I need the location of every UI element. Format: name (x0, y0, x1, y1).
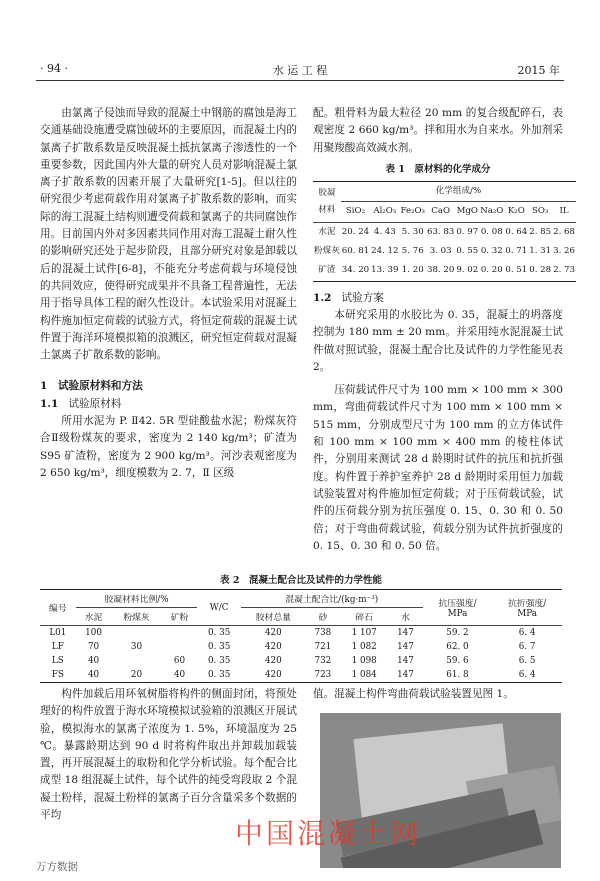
table-2-row (40, 640, 562, 654)
table-1-cell: 4. 43 (373, 226, 396, 237)
table-2-cell: 70 (87, 642, 100, 652)
table-1-cell: 3. 26 (553, 246, 575, 257)
table-1-cell: 0. 32 (480, 246, 503, 257)
table-2-cell: 420 (241, 668, 306, 683)
table-2-cell: 420 (264, 656, 282, 666)
table-2-header-compressive: 抗压强度/ MPa (423, 590, 493, 626)
table-1-cell: 24. 12 (371, 246, 399, 257)
table-1-cell: 5. 76 (401, 246, 424, 257)
table-2-cell: 100 (85, 628, 102, 638)
table-1-cell: 0. 20 (479, 261, 504, 281)
section-1-1-title: 试验原材料 (68, 397, 122, 410)
table-2-header-wc: W/C (197, 590, 241, 626)
table-1-cell: 水泥 (318, 226, 336, 237)
table-1-cell: 0. 55 (456, 246, 479, 257)
table-1-cell: 20. 24 (341, 226, 370, 237)
table-1-col-header: CaO (426, 202, 455, 222)
table-1-cell: 9. 02 (455, 261, 479, 281)
table-2-cell: 1 084 (340, 668, 388, 683)
table-2-cell: 1 082 (351, 642, 377, 652)
table-1-cell: 0. 08 (480, 226, 503, 237)
left-column-top (40, 105, 297, 482)
watermark-text: 中国混凝土网 (235, 817, 422, 850)
table-2-cell: LS (51, 656, 64, 666)
table-1-col-header: MgO (455, 202, 479, 222)
table-1-cell: 1. 20 (399, 261, 426, 281)
table-1-col-header: Na₂O (479, 202, 504, 222)
table-2-cell (111, 654, 161, 668)
table-2-cell: LF (51, 642, 64, 652)
table-2-cell: 147 (388, 668, 422, 683)
table-1-col-header: K₂O (504, 202, 528, 222)
table-2-cell (111, 626, 161, 641)
section-1-2-heading (313, 290, 563, 307)
table-1-row (313, 261, 576, 281)
table-1-cell: 63. 83 (427, 226, 455, 237)
table-2-col-header: 矿粉 (162, 608, 198, 626)
source-footer: 万方数据 (36, 861, 78, 873)
table-1-cell: 矿渣 (313, 261, 341, 281)
table-2-cell: 721 (314, 642, 332, 652)
table-2-cell: 420 (264, 642, 282, 652)
table-1-cell: 3. 03 (429, 246, 452, 257)
header-rule (36, 80, 564, 81)
table-2-block (40, 568, 562, 683)
table-2-cell: L01 (49, 628, 67, 638)
table-1-cell: 1. 31 (529, 246, 552, 257)
table-1-col-header: Al₂O₃ (370, 202, 399, 222)
page-number: · 94 · (40, 62, 68, 75)
table-2-cell: 0. 35 (207, 628, 231, 638)
table-1-col-header: Fe₂O₃ (399, 202, 426, 222)
table-1-cell: 0. 97 (456, 226, 479, 237)
table-1-cell: 38. 20 (426, 261, 455, 281)
table-2-header-flexural: 抗折强度/ MPa (492, 590, 562, 626)
table-2-cell: FS (40, 668, 76, 683)
section-1-heading: 1 试验原材料和方法 (40, 380, 143, 393)
table-2-cell: 6. 7 (518, 642, 536, 652)
table-2-header-id: 编号 (40, 590, 76, 626)
table-2-cell: 59. 2 (446, 628, 469, 638)
table-1-cell: 0. 51 (504, 261, 528, 281)
table-2-cell: 147 (397, 656, 414, 666)
table-2-cell: 420 (264, 628, 282, 638)
table-2-cell: 6. 4 (492, 668, 562, 683)
section-1-2-number: 1.2 (313, 291, 332, 304)
table-1 (313, 181, 576, 281)
table-2-col-header: 砂 (306, 608, 340, 626)
table-2-row (40, 668, 562, 683)
procedure-continued: 值。混凝土构件弯曲荷载试验装置见图 1。 (313, 688, 514, 700)
table-2-col-header: 水泥 (76, 608, 112, 626)
table-2-cell: 738 (314, 628, 332, 638)
table-2-cell: 0. 35 (207, 656, 231, 666)
right-column-top (313, 105, 575, 555)
table-2-cell: 60 (173, 656, 186, 666)
procedure-paragraph: 构件加载后用环氧树脂将构件的侧面封闭，将预处理好的构件放置于海水环境模拟试验箱的浪溅区开展试验，模拟海水的氯离子浓度为 1. 5%，环境温度为 25 ℃。暴露龄期达到 90 d 时将构件取出并卸载加载装置，再开展混凝土的取粉和化学分析试验。每个配合比成型 18 组混凝土试件，每个试件的纯受弯段取 2 个混凝土粉样，混凝土粉样的氯离子百分含量采多个数据的平均 (40, 688, 297, 822)
table-2-row (40, 654, 562, 668)
table-2-cell: 6. 4 (518, 628, 536, 638)
table-2-cell: 40 (87, 656, 100, 666)
table-1-cell: 0. 28 (528, 261, 552, 281)
table-2-cell: 0. 35 (207, 642, 231, 652)
materials-continued: 配。粗骨料为最大粒径 20 mm 的复合级配碎石，表观密度 2 660 kg/m³。拌和用水为自来水。外加剂采用聚羧酸高效减水剂。 (313, 107, 563, 154)
journal-name: 水 运 工 程 (272, 64, 328, 77)
table-1-col-header: SO₃ (528, 202, 552, 222)
table-2-cell: 147 (397, 628, 414, 638)
journal-year: 2015 年 (517, 64, 560, 77)
scheme-paragraph-1: 本研究采用的水胶比为 0. 35，混凝土的坍落度控制为 180 mm ± 20 mm。并采用纯水泥混凝土试件做对照试验，混凝土配合比及试件的力学性能见表 2。 (313, 308, 563, 373)
table-2-cell: 6. 5 (518, 656, 536, 666)
table-2-cell: 732 (314, 656, 332, 666)
table-2-cell: 20 (111, 668, 161, 683)
table-2-cell: 1 107 (351, 628, 377, 638)
table-1-cell: 2. 68 (553, 226, 575, 237)
table-2-col-header: 碎石 (340, 608, 388, 626)
table-1-col-header: IL (552, 202, 576, 222)
table-2-cell: 0. 35 (197, 668, 241, 683)
table-1-cell: 2. 73 (552, 261, 576, 281)
table-1-cell: 0. 64 (505, 226, 528, 237)
table-1-col-header: SiO₂ (341, 202, 370, 222)
table-2-caption: 表 2 混凝土配合比及试件的力学性能 (220, 575, 382, 586)
table-1-cell: 0. 71 (505, 246, 528, 257)
table-2-row (40, 626, 562, 641)
table-2-header-binder: 胶凝材料比例/% (76, 590, 198, 608)
section-1-2-title: 试验方案 (341, 291, 384, 304)
table-1-cell: 34. 20 (341, 261, 370, 281)
table-1-cell: 粉煤灰 (314, 246, 340, 257)
table-2-cell: 1 098 (351, 656, 377, 666)
intro-paragraph: 由氯离子侵蚀而导致的混凝土中钢筋的腐蚀是海工交通基础设施遭受腐蚀破坏的主要原因，而混凝土内的氯离子扩散系数是反映混凝土抵抗氯离子渗透性的一个重要参数，因此国内外大量的研究人员对影响混凝土氯离子扩散系数的因素开展了大量研究[1-5]。但以往的研究很少考虑荷载作用对氯离子扩散系数的影响，而实际的海工混凝土结构则遭受荷载和氯离子的共同腐蚀作用。目前国内外对多因素共同作用对海工混凝土耐久性的影响研究还处于起步阶段，且部分研究对象是卸载以后的混凝土试件[6-8]，不能充分考虑荷载与环境侵蚀的共同效应，使得研究成果并不具备工程普遍性，无法用于指导具体工程的耐久性设计。本试验采用对混凝土构件施加恒定荷载的试验方式，将恒定荷载的混凝土试件置于海洋环境模拟箱的浪溅区，研究恒定荷载对混凝土氯离子扩散系数的影响。 (40, 107, 297, 362)
table-2-cell: 62. 0 (446, 642, 469, 652)
table-2-cell: 147 (397, 642, 414, 652)
table-2-cell (162, 640, 198, 654)
scheme-paragraph-2: 压荷载试件尺寸为 100 mm × 100 mm × 300 mm，弯曲荷载试件尺寸为 100 mm × 100 mm × 515 mm，分别成型尺寸为 100 mm 的立方体试件和 100 mm × 100 mm × 400 mm 的棱柱体试件，分别用来测试 28 d 龄期时试件的抗压和抗折强度。构件置于养护室养护 28 d 龄期时采用恒力加载试验装置对构件施加恒定荷载；对于压荷载试验，试件的压荷载分别为抗压强度 0. 15、0. 30 和 0. 50 倍；对于弯曲荷载试验，荷载分别为试件抗折强度的 0. 15、0. 30 和 0. 50 倍。 (313, 384, 563, 552)
section-1-1-heading (40, 396, 297, 413)
right-column-bottom (313, 686, 563, 703)
table-2-col-header: 水 (388, 608, 422, 626)
table-2-col-header: 胶材总量 (241, 608, 306, 626)
table-1-cell: 2. 85 (529, 226, 552, 237)
table-1-cell: 5. 30 (401, 226, 424, 237)
table-2-cell: 40 (162, 668, 198, 683)
table-2-header-mix: 混凝土配合比/(kg·m⁻³) (241, 590, 423, 608)
table-2-col-header: 粉煤灰 (111, 608, 161, 626)
section-1-1-number: 1.1 (40, 397, 59, 410)
left-column-bottom (40, 686, 297, 824)
table-1-caption: 表 1 原材料的化学成分 (385, 163, 491, 175)
table-1-header-material: 胶凝 材料 (313, 182, 341, 223)
table-2-cell: 30 (130, 642, 143, 652)
table-2-cell: 40 (76, 668, 112, 683)
table-2 (40, 589, 562, 683)
table-2-cell (162, 626, 198, 641)
table-1-row (313, 222, 576, 242)
table-1-cell: 60. 81 (341, 246, 370, 257)
table-1-row (313, 242, 576, 261)
table-2-cell: 723 (306, 668, 340, 683)
table-1-header-group: 化学组成/% (341, 182, 576, 202)
table-2-cell: 61. 8 (423, 668, 493, 683)
table-2-cell: 59. 6 (446, 656, 469, 666)
materials-paragraph: 所用水泥为 P. Ⅱ42. 5R 型硅酸盐水泥；粉煤灰符合Ⅱ级粉煤灰的要求，密度为 2 140 kg/m³；矿渣为 S95 矿渣粉，密度为 2 900 kg/m³。河沙表观密度为 2 650 kg/m³，细度模数为 2. 7，Ⅱ 区级 (40, 415, 297, 479)
table-1-cell: 13. 39 (370, 261, 399, 281)
